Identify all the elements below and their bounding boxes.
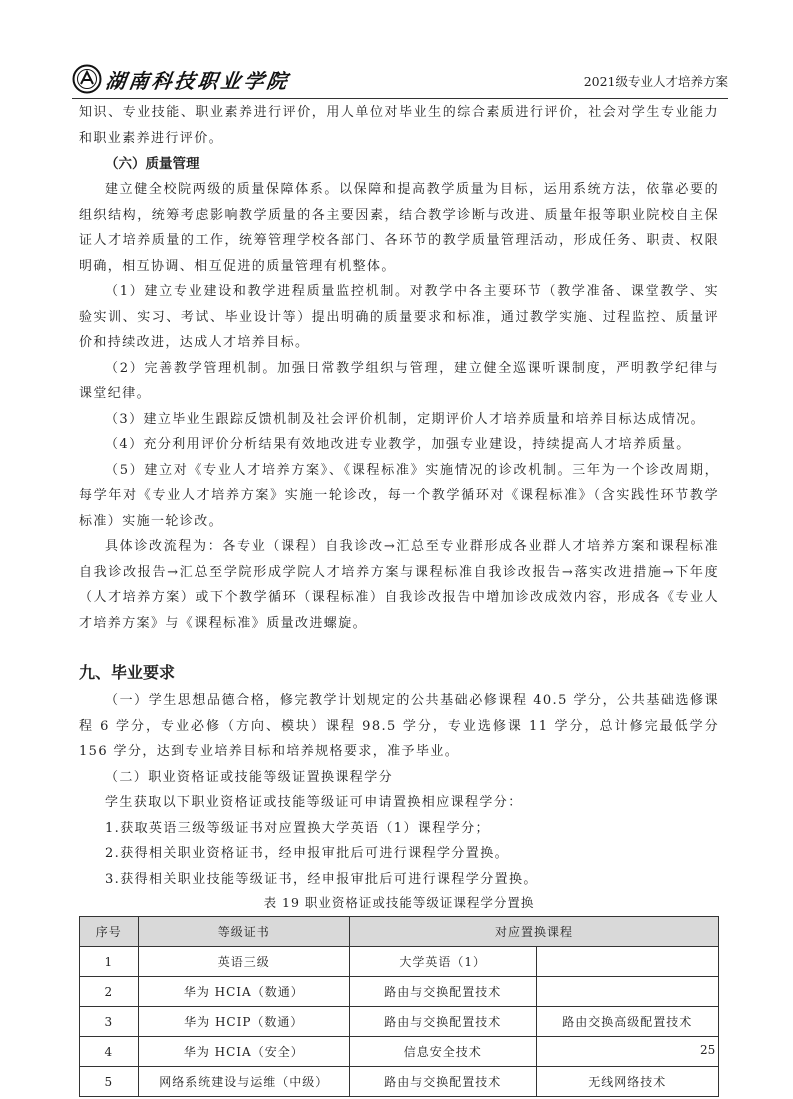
quality-item-4: （4）充分利用评价分析结果有效地改进专业教学，加强专业建设，持续提高人才培养质量。 <box>105 437 691 452</box>
table-row <box>80 977 719 1007</box>
quality-process: 具体诊改流程为：各专业（课程）自我诊改→汇总至专业群形成各业群人才培养方案和课程标准自我诊改报告→汇总至学院形成学院人才培养方案与课程标准自我诊改报告→落实改进措施→下年度（人才培养方案）或下个教学循环（课程标准）自我诊改报告中增加诊改成效内容，形成各《专业人才培养方案》与《课程标准》质量改进螺旋。 <box>79 539 719 631</box>
table-row <box>80 1007 719 1037</box>
cell-certificate: 网络系统建设与运维（中级） <box>138 1067 349 1097</box>
cert-list-item-2: 2.获得相关职业资格证书，经申报审批后可进行课程学分置换。 <box>105 846 510 861</box>
school-name-calligraphy: 湖南科技职业学院 <box>104 68 292 93</box>
cell-index: 2 <box>80 977 139 1007</box>
cell-certificate: 华为 HCIA（数通） <box>138 977 349 1007</box>
header-cell-index: 序号 <box>80 917 139 947</box>
table-header-row <box>80 917 719 947</box>
quality-item-3: （3）建立毕业生跟踪反馈机制及社会评价机制，定期评价人才培养质量和培养目标达成情况。 <box>105 411 706 427</box>
cell-course-1: 路由与交换配置技术 <box>349 1007 536 1037</box>
quality-item-1: （1）建立专业建设和教学进程质量监控机制。对教学中各主要环节（教学准备、课堂教学、实验实训、实习、考试、毕业设计等）提出明确的质量要求和标准，通过教学实施、过程监控、质量评价和持续改进，达成人才培养目标。 <box>79 284 719 350</box>
cell-course-2 <box>536 947 718 977</box>
cell-course-1: 路由与交换配置技术 <box>349 977 536 1007</box>
cell-index: 4 <box>80 1037 139 1067</box>
cell-certificate: 英语三级 <box>138 947 349 977</box>
cell-certificate: 华为 HCIP（数通） <box>138 1007 349 1037</box>
cell-course-1: 大学英语（1） <box>349 947 536 977</box>
document-title: 2021级专业人才培养方案 <box>583 74 728 89</box>
school-seal-icon <box>72 64 102 94</box>
paragraph-evaluation: 知识、专业技能、职业素养进行评价，用人单位对毕业生的综合素质进行评价，社会对学生专业能力和职业素养进行评价。 <box>79 105 719 146</box>
credit-replacement-table <box>79 916 719 1097</box>
cert-list-item-3: 3.获得相关职业技能等级证书，经申报审批后可进行课程学分置换。 <box>105 871 538 887</box>
page-header <box>72 64 728 100</box>
header-divider <box>72 98 728 99</box>
cell-course-1: 路由与交换配置技术 <box>349 1067 536 1097</box>
page-body <box>79 100 719 1097</box>
cell-course-2 <box>536 977 718 1007</box>
school-logo <box>72 64 290 94</box>
cell-course-2: 无线网络技术 <box>536 1067 718 1097</box>
table-row <box>80 947 719 977</box>
cell-course-2 <box>536 1037 718 1067</box>
table-caption: 表 19 职业资格证或技能等级证课程学分置换 <box>263 895 535 910</box>
cell-certificate: 华为 HCIA（安全） <box>138 1037 349 1067</box>
quality-item-2: （2）完善教学管理机制。加强日常教学组织与管理，建立健全巡课听课制度，严明教学纪律与课堂纪律。 <box>79 360 719 401</box>
graduation-heading: 九、毕业要求 <box>79 663 176 682</box>
cell-index: 1 <box>80 947 139 977</box>
page-number: 25 <box>700 1043 716 1057</box>
quality-heading: （六）质量管理 <box>105 156 200 172</box>
quality-item-5: （5）建立对《专业人才培养方案》、《课程标准》实施情况的诊改机制。三年为一个诊改周期，每学年对《专业人才培养方案》实施一轮诊改，每一个教学循环对《课程标准》（含实践性环节教学标准）实施一轮诊改。 <box>79 462 719 529</box>
header-cell-course: 对应置换课程 <box>349 917 718 947</box>
cell-course-1: 信息安全技术 <box>349 1037 536 1067</box>
cell-index: 3 <box>80 1007 139 1037</box>
cell-course-2: 路由交换高级配置技术 <box>536 1007 718 1037</box>
cell-index: 5 <box>80 1067 139 1097</box>
table-row <box>80 1067 719 1097</box>
table-row <box>80 1037 719 1067</box>
graduation-cert-heading: （二）职业资格证或技能等级证置换课程学分 <box>105 769 394 785</box>
header-cell-certificate: 等级证书 <box>138 917 349 947</box>
quality-intro: 建立健全校院两级的质量保障体系。以保障和提高教学质量为目标，运用系统方法，依靠必要的组织结构，统筹考虑影响教学质量的各主要因素，结合教学诊断与改进、质量年报等职业院校自主保证人才培养质量的工作，统筹管理学校各部门、各环节的教学质量管理活动，形成任务、职责、权限明确，相互协调、相互促进的质量管理有机整体。 <box>79 182 719 274</box>
graduation-credits: （一）学生思想品德合格，修完教学计划规定的公共基础必修课程 40.5 学分，公共基础选修课程 6 学分，专业必修（方向、模块）课程 98.5 学分，专业选修课 11 学分，总计修完最低学分 156 学分，达到专业培养目标和培养规格要求，准予毕业。 <box>79 693 719 759</box>
graduation-cert-intro: 学生获取以下职业资格证或技能等级证可申请置换相应课程学分： <box>105 795 523 810</box>
cert-list-item-1: 1.获取英语三级等级证书对应置换大学英语（1）课程学分； <box>105 820 490 836</box>
